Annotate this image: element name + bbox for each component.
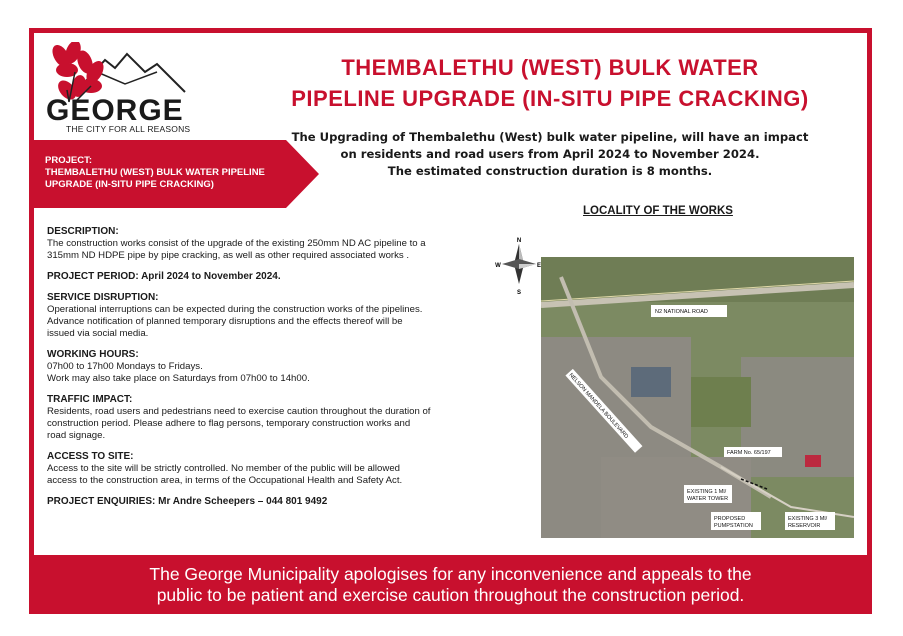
traffic-impact-line-2: construction period. Please adhere to flag persons, temporary construction works and [47, 418, 411, 429]
map-label-tower-1: EXISTING 1 Ml/ [687, 489, 727, 495]
banner-line-2: UPGRADE (IN-SITU PIPE CRACKING) [45, 179, 214, 190]
compass-s: S [516, 290, 522, 296]
footer-banner [29, 555, 872, 614]
traffic-impact-section [47, 394, 487, 442]
working-hours-heading: WORKING HOURS: [47, 349, 139, 360]
service-disruption-heading: SERVICE DISRUPTION: [47, 292, 159, 303]
traffic-impact-heading: TRAFFIC IMPACT: [47, 394, 133, 405]
project-period: PROJECT PERIOD: April 2024 to November 2024. [47, 271, 281, 282]
service-disruption-line-3: issued via social media. [47, 328, 149, 339]
logo-tagline: THE CITY FOR ALL REASONS [66, 124, 191, 134]
title-line-1: THEMBALETHU (WEST) BULK WATER [341, 55, 759, 80]
map-label-res-2: RESERVOIR [788, 523, 821, 529]
compass-n: N [516, 238, 522, 244]
intro-line-2: on residents and road users from April 2024 to November 2024. [340, 147, 760, 161]
compass-w: W [495, 263, 501, 269]
access-line-2: access to the construction area, in terms of the Occupational Health and Safety Act. [47, 475, 403, 486]
footer-line-1: The George Municipality apologises for any inconvenience and appeals to the [149, 564, 752, 584]
logo-wordmark: GEORGE [46, 94, 184, 127]
intro-line-3: The estimated construction duration is 8 months. [387, 164, 713, 178]
footer-line-2: public to be patient and exercise caution throughout the construction period. [156, 585, 745, 605]
service-disruption-line-2: Advance notification of planned temporary disruptions and the effects thereof will be [47, 316, 403, 327]
service-disruption-section [47, 292, 487, 340]
intro-line-1: The Upgrading of Thembalethu (West) bulk water pipeline, will have an impact [291, 130, 809, 144]
working-hours-line-2: Work may also take place on Saturdays from 07h00 to 14h00. [47, 373, 310, 384]
banner-line-1: THEMBALETHU (WEST) BULK WATER PIPELINE [45, 167, 265, 178]
map-label-pump-2: PUMPSTATION [714, 523, 753, 529]
description-line-2: 315mm ND HDPE pipe by pipe cracking, as well as other required associated works . [47, 250, 410, 261]
info-column [47, 226, 487, 517]
service-disruption-line-1: Operational interruptions can be expected during the construction works of the pipelines. [47, 304, 423, 315]
map-label-n2: N2 NATIONAL ROAD [655, 309, 708, 315]
compass-rose-icon [494, 234, 544, 298]
working-hours-line-1: 07h00 to 17h00 Mondays to Fridays. [47, 361, 203, 372]
map-label-pump-1: PROPOSED [714, 516, 746, 522]
project-period-section [47, 271, 487, 283]
intro-text [290, 129, 810, 180]
locality-map [541, 257, 854, 538]
description-section [47, 226, 487, 262]
description-heading: DESCRIPTION: [47, 226, 119, 237]
traffic-impact-line-3: road signage. [47, 430, 106, 441]
title-line-2: PIPELINE UPGRADE (IN-SITU PIPE CRACKING) [291, 86, 809, 111]
access-section [47, 451, 487, 487]
banner-text [45, 155, 295, 191]
description-line-1: The construction works consist of the upgrade of the existing 250mm ND AC pipeline to a [47, 238, 426, 249]
locality-title: LOCALITY OF THE WORKS [583, 205, 733, 217]
banner-heading: PROJECT: [45, 155, 92, 166]
enquiries-section [47, 496, 487, 508]
access-heading: ACCESS TO SITE: [47, 451, 134, 462]
map-label-tower-2: WATER TOWER [687, 496, 729, 502]
traffic-impact-line-1: Residents, road users and pedestrians need to exercise caution throughout the duration of [47, 406, 431, 417]
map-label-nelson: NELSON MANDELA BOULEVARD [567, 372, 630, 440]
map-label-farm: FARM No. 65/197 [727, 450, 771, 456]
poster-title [230, 52, 870, 114]
compass-e: E [536, 263, 542, 269]
access-line-1: Access to the site will be strictly controlled. No member of the public will be allowed [47, 463, 400, 474]
working-hours-section [47, 349, 487, 385]
project-enquiries: PROJECT ENQUIRIES: Mr Andre Scheepers – 044 801 9492 [47, 496, 328, 507]
project-banner [34, 140, 319, 208]
map-label-res-1: EXISTING 3 Ml/ [788, 516, 828, 522]
